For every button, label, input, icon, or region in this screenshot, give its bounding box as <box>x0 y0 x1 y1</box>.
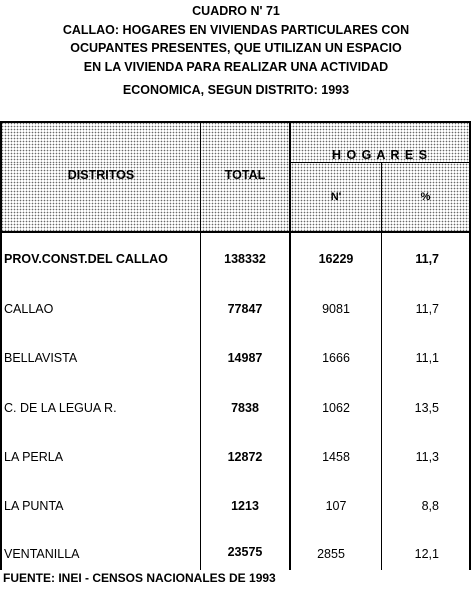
table-top-border <box>0 121 471 123</box>
table-row-n: 107 <box>325 499 347 513</box>
table-row-distrito: BELLAVISTA <box>4 351 78 365</box>
table-row-pct: 11,3 <box>415 450 439 464</box>
table-row-n: 1458 <box>322 450 350 464</box>
table-row-total: 77847 <box>227 302 263 316</box>
title-line-2: OCUPANTES PRESENTES, QUE UTILIZAN UN ESPACIO <box>70 41 402 55</box>
table-row-n: 16229 <box>318 252 354 266</box>
table-row-distrito: C. DE LA LEGUA R. <box>4 401 117 415</box>
table-row-pct: 11,1 <box>415 351 439 365</box>
header-total: TOTAL <box>224 168 266 182</box>
table-row-distrito: LA PERLA <box>4 450 64 464</box>
title-line-3: EN LA VIVIENDA PARA REALIZAR UNA ACTIVIDAD <box>83 60 389 74</box>
hogares-underline <box>289 162 471 163</box>
data-table <box>0 121 471 570</box>
table-number: CUADRO N' 71 <box>192 4 280 18</box>
table-row-total: 7838 <box>231 401 259 415</box>
table-row-total: 23575 <box>227 545 263 559</box>
source-footer: FUENTE: INEI - CENSOS NACIONALES DE 1993 <box>3 571 276 585</box>
table-row-total: 14987 <box>227 351 263 365</box>
header-bottom-border <box>0 231 471 233</box>
table-row-distrito: CALLAO <box>4 302 54 316</box>
table-row-n: 9081 <box>322 302 350 316</box>
table-row-n: 1062 <box>322 401 350 415</box>
table-row-pct: 11,7 <box>415 302 439 316</box>
table-row-pct: 11,7 <box>415 252 439 266</box>
table-row-total: 1213 <box>231 499 259 513</box>
header-n: N' <box>330 191 342 203</box>
table-row-pct: 12,1 <box>414 547 439 561</box>
table-right-border <box>469 121 471 570</box>
header-pct: % <box>420 191 431 203</box>
table-left-border <box>0 121 2 570</box>
table-row-distrito: VENTANILLA <box>4 547 80 561</box>
title-line-1: CALLAO: HOGARES EN VIVIENDAS PARTICULARES CON <box>62 23 410 37</box>
table-row-n: 1666 <box>322 351 350 365</box>
table-row-distrito: PROV.CONST.DEL CALLAO <box>4 252 168 266</box>
table-row-pct: 13,5 <box>414 401 439 415</box>
table-row-total: 138332 <box>224 252 266 266</box>
table-row-distrito: LA PUNTA <box>4 499 64 513</box>
table-row-pct: 8,8 <box>421 499 439 513</box>
title-line-4: ECONOMICA, SEGUN DISTRITO: 1993 <box>122 83 350 97</box>
header-distritos: DISTRITOS <box>67 168 135 182</box>
table-row-total: 12872 <box>227 450 263 464</box>
table-row-n: 2855 <box>317 547 345 561</box>
header-hogares: H O G A R E S <box>331 148 429 162</box>
